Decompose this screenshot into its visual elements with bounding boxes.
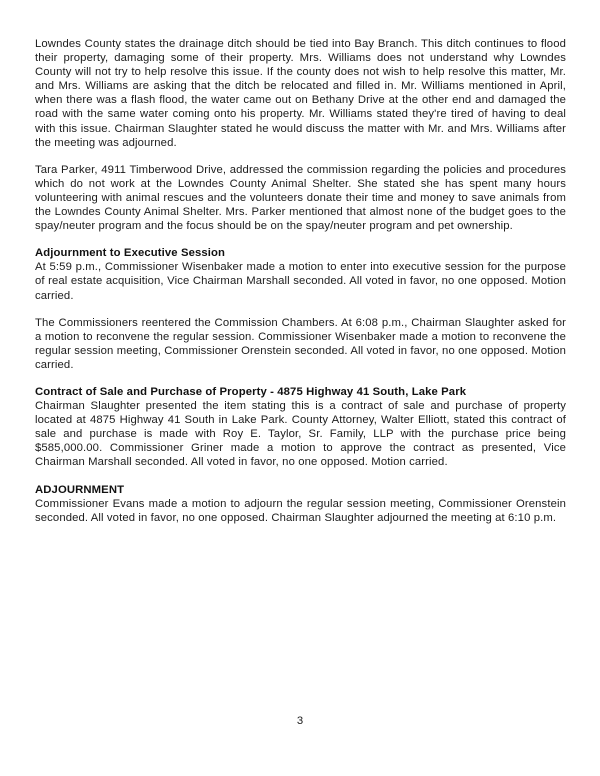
- section-adjournment-to-executive-session: [35, 246, 566, 302]
- paragraph-animal-shelter: Tara Parker, 4911 Timberwood Drive, addressed the commission regarding the policies and procedures which do not work at the Lowndes County Animal Shelter. She stated she has spent many hours volunteering with animal rescues and the volunteers donate their time and money to save animals from the Lowndes County Animal Shelter. Mrs. Parker mentioned that almost none of the budget goes to the spay/neuter program and the focus should be on the spay/neuter program and pet ownership.: [35, 163, 566, 233]
- paragraph-executive-session-motion: At 5:59 p.m., Commissioner Wisenbaker made a motion to enter into executive session for the purpose of real estate acquisition, Vice Chairman Marshall seconded. All voted in favor, no one opposed. Motion carried.: [35, 261, 566, 302]
- paragraph-reconvene-regular-session: The Commissioners reentered the Commission Chambers. At 6:08 p.m., Chairman Slaughter asked for a motion to reconvene the regular session. Commissioner Wisenbaker made a motion to reconvene the regular session meeting, Commissioner Orenstein seconded. All voted in favor, no one opposed. Motion carried.: [35, 316, 566, 371]
- paragraph-drainage-ditch: Lowndes County states the drainage ditch should be tied into Bay Branch. This ditch continues to flood their property, damaging some of their property. Mrs. Williams does not understand why Lowndes County will not try to help resolve this issue. If the county does not wish to help resolve this matter, Mr. and Mrs. Williams are asking that the ditch be relocated and filled in. Mr. Williams mentioned in April, when there was a flash flood, the water came out on Bethany Drive at the other end and damaged the road with the same water coming onto his property. Mr. Williams stated they're tired of having to deal with this issue. Chairman Slaughter stated he would discuss the matter with Mr. and Mrs. Williams after the meeting was adjourned.: [35, 38, 566, 149]
- heading-adjournment: ADJOURNMENT: [35, 483, 125, 496]
- paragraph-adjournment-motion: Commissioner Evans made a motion to adjourn the regular session meeting, Commissioner Orenstein seconded. All voted in favor, no one opposed. Chairman Slaughter adjourned the meeting at 6:10 p.m.: [35, 497, 566, 524]
- heading-contract-of-sale: Contract of Sale and Purchase of Property - 4875 Highway 41 South, Lake Park: [35, 385, 467, 398]
- section-contract-of-sale: [35, 385, 566, 470]
- heading-adjournment-to-executive-session: Adjournment to Executive Session: [35, 247, 226, 260]
- section-adjournment: [35, 483, 566, 525]
- page-number: 3: [296, 715, 304, 727]
- document-body: [35, 37, 566, 525]
- paragraph-contract-of-sale-detail: Chairman Slaughter presented the item stating this is a contract of sale and purchase of property located at 4875 Highway 41 South in Lake Park. County Attorney, Walter Elliott, stated this contract of sale and purchase is made with Roy E. Taylor, Sr. Family, LLP with the purchase price being $585,000.00. Commissioner Griner made a motion to approve the contract as presented, Vice Chairman Marshall seconded. All voted in favor, no one opposed. Motion carried.: [35, 400, 566, 469]
